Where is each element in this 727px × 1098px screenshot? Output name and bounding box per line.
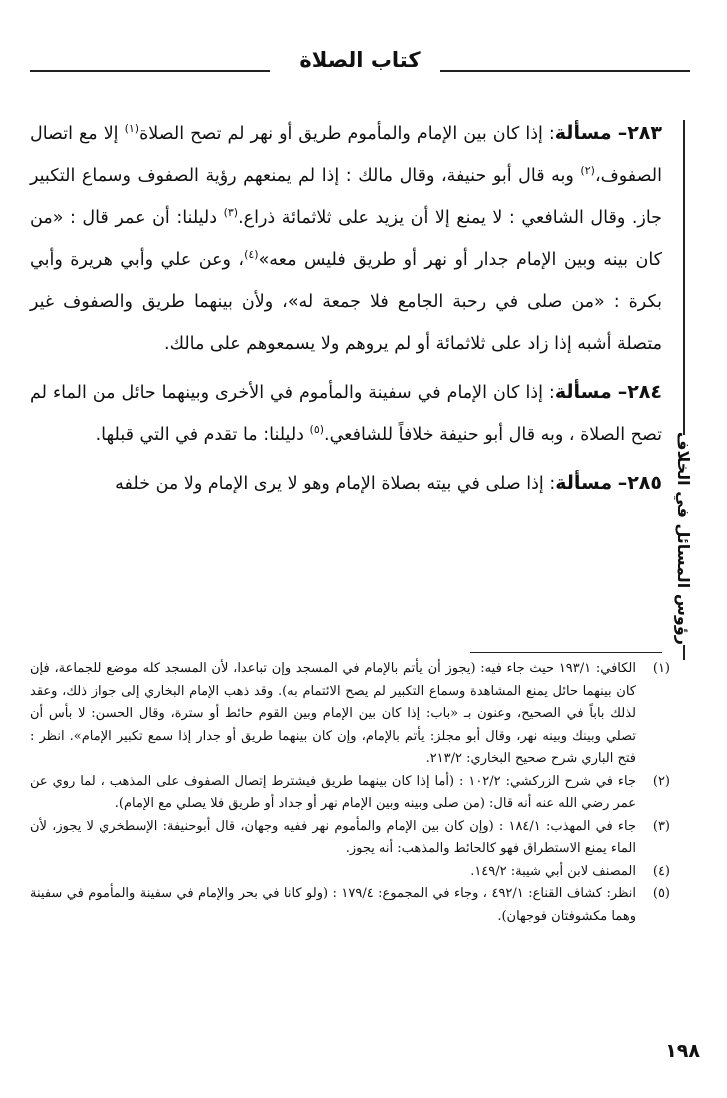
footnote-number: (٤) bbox=[652, 863, 670, 879]
issue-text: وبه قال أبو حنيفة، وقال مالك : إذا لم يمنعهم رؤية الصفوف وسماع التكبير جاز. وقال الشافعي : لا يمنع إلا أن يزيد على ثلاثمائة ذراع. bbox=[30, 166, 662, 228]
footnote-text: انظر: كشاف القناع: ٤٩٢/١ ، وجاء في المجموع: ١٧٩/٤ : (ولو كانا في بحر والإمام في سفينة والمأموم في سفينة وهما مكشوفتان فوجهان). bbox=[30, 886, 636, 924]
issue-text: دليلنا: ما تقدم في التي قبلها. bbox=[95, 425, 310, 445]
issue-number: ٢٨٣– bbox=[617, 122, 662, 144]
footnote-number: (٥) bbox=[652, 886, 670, 901]
page-number: ١٩٨ bbox=[665, 1040, 700, 1062]
header-rule-right bbox=[440, 70, 690, 72]
footnote-text: المصنف لابن أبي شيبة: ١٤٩/٢. bbox=[470, 863, 636, 879]
issue-number: ٢٨٤– bbox=[617, 381, 662, 403]
issue-283 bbox=[30, 112, 662, 365]
issue-number: ٢٨٥– bbox=[617, 472, 662, 494]
header-rule-left bbox=[30, 70, 270, 72]
page-header bbox=[30, 48, 690, 84]
main-text bbox=[30, 112, 662, 511]
issue-label: مسألة bbox=[554, 381, 612, 403]
footnote-separator bbox=[470, 652, 662, 653]
footnote-marker: (٥) bbox=[309, 423, 325, 437]
issue-text: : إذا كان بين الإمام والمأموم طريق أو نهر لم تصح الصلاة bbox=[139, 124, 555, 144]
footnote-marker: (٣) bbox=[223, 206, 239, 220]
issue-label: مسألة bbox=[554, 122, 612, 144]
footnote-text: جاء في شرح الزركشي: ١٠٢/٢ : (أما إذا كان بينهما طريق فيشترط إتصال الصفوف على المذهب ، لما روي عن عمر رضي الله عنه أنه قال: (من صلى وبينه وبين الإمام نهر أو جداد أو طريق فلا يصلي مع الإمام). bbox=[30, 773, 637, 811]
footnote-1 bbox=[30, 658, 670, 771]
footnote-number: (١) bbox=[652, 661, 670, 676]
issue-text: ، وعن علي وأبي هريرة وأبي بكرة : «من صلى في رحبة الجامع فلا جمعة له»، ولأن بينهما طريق والصفوف غير متصلة أشبه إذا زاد على ثلاثمائة أو لم يروهم ولا يسمعوهم على مالك. bbox=[30, 250, 662, 354]
issue-text: إلا مع اتصال الصفوف، bbox=[30, 124, 662, 186]
footnote-number: (٢) bbox=[652, 773, 670, 789]
footnote-number: (٣) bbox=[652, 818, 670, 834]
issue-284 bbox=[30, 371, 662, 456]
running-book-title: رؤوس المسائل في الخلاف bbox=[668, 435, 698, 645]
footnote-4 bbox=[30, 861, 670, 884]
issue-285 bbox=[30, 462, 662, 505]
footnote-3 bbox=[30, 816, 670, 861]
footnote-marker: (٤) bbox=[244, 248, 259, 262]
footnote-marker: (٢) bbox=[580, 164, 595, 178]
footnote-2 bbox=[30, 771, 670, 816]
issue-text: : إذا صلى في بيته بصلاة الإمام وهو لا يرى الإمام ولا من خلفه bbox=[115, 474, 556, 494]
footnote-5 bbox=[30, 883, 670, 928]
footnote-text: الكافي: ١٩٣/١ حيث جاء فيه: (يجوز أن يأتم بالإمام في المسجد وإن تباعدا، لأن المسجد كله موضع للجماعة، فإن كان بينهما حائل يمنع المشاهدة وسماع التكبير لم يصح الائتمام به). وقد ذهب الإمام البخاري إلى جواز ذلك، وعقد لذلك باباً في الصحيح، وعنون بـ «باب: إذا كان بين الإمام وبين القوم حائط أو سترة، وقال الحسن: لا بأس أن تصلي وبينك وبينه نهر، وقال أبو مجلز: يأتم بالإمام، وإن كان بينهما طريق أو جدار إذا سمع تكبير الإمام». انظر : فتح الباري شرح صحيح البخاري: ٢١٣/٢. bbox=[30, 661, 636, 766]
footnotes bbox=[30, 658, 670, 928]
chapter-title: كتاب الصلاة bbox=[299, 48, 421, 72]
footnote-marker: (١) bbox=[124, 122, 140, 136]
issue-text: دليلنا: أن عمر قال : «من كان بينه وبين الإمام جدار أو نهر أو طريق فليس معه» bbox=[30, 208, 662, 270]
footnote-text: جاء في المهذب: ١٨٤/١ : (وإن كان بين الإمام والمأموم نهر ففيه وجهان، قال أبوحنيفة: الإسطخري لا يجوز، لأن الماء يمنع الاستطراق فهو كالحائط والمذهب: أنه يجوز. bbox=[30, 818, 636, 856]
issue-text: : إذا كان الإمام في سفينة والمأموم في الأخرى وبينهما حائل من الماء لم تصح الصلاة ، وبه قال أبو حنيفة خلافاً للشافعي. bbox=[30, 383, 662, 445]
issue-label: مسألة bbox=[555, 472, 613, 494]
